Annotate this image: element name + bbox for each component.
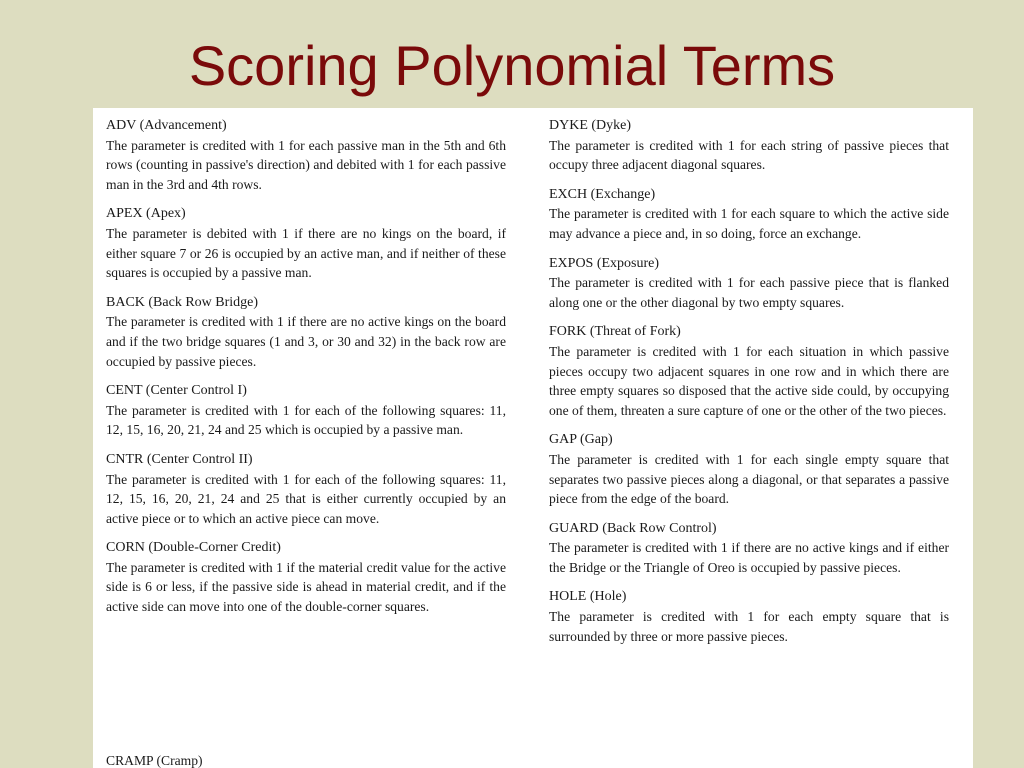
term-description: The parameter is credited with 1 for each single empty square that separates two passive pieces along a diagonal, or that separates a passive piece from the edge of the board. <box>549 451 949 507</box>
term-description: The parameter is credited with 1 for each passive piece that is flanked along one or the other diagonal by two empty squares. <box>549 275 949 310</box>
term-heading: EXCH (Exchange) <box>549 186 656 202</box>
term-entry <box>549 254 949 313</box>
term-description: The parameter is credited with 1 if there are no active kings on the board and if the two bridge squares (1 and 3, or 30 and 32) in the back row are occupied by passive pieces. <box>106 314 506 369</box>
term-entry <box>549 519 949 578</box>
term-entry <box>549 587 949 646</box>
term-entry <box>106 116 506 194</box>
cut-off-heading: CRAMP (Cramp) <box>106 753 203 768</box>
term-description: The parameter is debited with 1 if there are no kings on the board, if either square 7 or 26 is occupied by an active man, and if neither of these squares is occupied by a passive man. <box>106 225 506 281</box>
term-entry <box>106 204 506 282</box>
slide-title: Scoring Polynomial Terms <box>188 34 836 97</box>
term-entry <box>106 538 506 616</box>
term-entry <box>549 322 949 420</box>
term-entry <box>549 185 949 244</box>
right-column <box>549 116 949 656</box>
left-column <box>106 116 506 627</box>
term-description: The parameter is credited with 1 for each passive man in the 5th and 6th rows (counting in passive's direction) and debited with 1 for each passive man in the 3rd and 4th rows. <box>106 137 506 192</box>
term-heading: BACK (Back Row Bridge) <box>106 294 259 310</box>
term-entry <box>106 293 506 371</box>
term-heading: CNTR (Center Control II) <box>106 451 253 467</box>
term-heading: CORN (Double-Corner Credit) <box>106 540 281 556</box>
term-entry <box>106 381 506 440</box>
term-heading: GAP (Gap) <box>549 432 613 448</box>
term-heading: HOLE (Hole) <box>549 589 627 605</box>
term-entry <box>106 450 506 528</box>
term-description: The parameter is credited with 1 for each string of passive pieces that occupy three adjacent diagonal squares. <box>549 137 949 173</box>
term-heading: EXPOS (Exposure) <box>549 255 660 271</box>
term-description: The parameter is credited with 1 if the material credit value for the active side is 6 or less, if the passive side is ahead in material credit, and if the active side can move into one of the double-corner squares. <box>106 559 506 615</box>
term-entry <box>549 430 949 508</box>
term-description: The parameter is credited with 1 if there are no active kings and if either the Bridge or the Triangle of Oreo is occupied by passive pieces. <box>549 540 949 575</box>
term-heading: DYKE (Dyke) <box>549 118 632 133</box>
term-description: The parameter is credited with 1 for each of the following squares: 11, 12, 15, 16, 20, 21, 24 and 25 that is either currently occupied by an active piece or to which an active piece can move. <box>106 471 506 526</box>
term-heading: CENT (Center Control I) <box>106 383 247 399</box>
term-heading: APEX (Apex) <box>106 206 186 222</box>
term-heading: FORK (Threat of Fork) <box>549 324 681 340</box>
scanned-page <box>93 108 973 768</box>
term-heading: GUARD (Back Row Control) <box>549 520 717 536</box>
term-description: The parameter is credited with 1 for each of the following squares: 11, 12, 15, 16, 20, 21, 24 and 25 which is occupied by a passive man. <box>106 402 506 438</box>
term-description: The parameter is credited with 1 for each situation in which passive pieces occupy two adjacent squares in one row and in which there are three empty squares so disposed that the active side could, by occupying one of them, threaten a sure capture of one or the other of the two pieces. <box>549 343 949 418</box>
term-description: The parameter is credited with 1 for each square to which the active side may advance a piece and, in so doing, force an exchange. <box>549 206 949 241</box>
term-description: The parameter is credited with 1 for each empty square that is surrounded by three or more passive pieces. <box>549 609 949 644</box>
term-entry <box>549 116 949 175</box>
term-heading: ADV (Advancement) <box>106 118 227 133</box>
